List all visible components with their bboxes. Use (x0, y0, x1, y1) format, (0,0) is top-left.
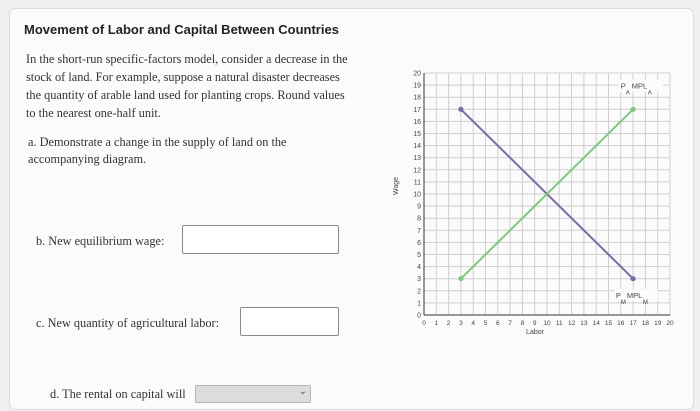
chart-series (458, 80, 663, 306)
x-tick-label: 19 (654, 320, 662, 327)
x-tick-label: 5 (483, 320, 488, 327)
x-tick-label: 14 (592, 320, 600, 327)
curve-label-mplm-p: P (615, 291, 621, 301)
y-tick-label: 14 (413, 143, 421, 151)
x-tick-label: 8 (520, 320, 525, 327)
chevron-down-icon: ⌄ (298, 386, 307, 397)
y-tick-label: 19 (413, 82, 421, 90)
x-tick-label: 7 (508, 320, 512, 327)
y-tick-label: 11 (413, 179, 421, 187)
x-tick-label: 6 (495, 320, 500, 327)
y-tick-label: 4 (417, 264, 421, 272)
chart-container (380, 60, 690, 350)
y-tick-label: 6 (417, 239, 421, 247)
x-tick-label: 10 (543, 320, 551, 327)
x-tick-label: 13 (580, 320, 588, 327)
x-axis-label: Labor (526, 329, 544, 336)
rental-dropdown[interactable] (195, 385, 311, 403)
curve-label-mpla (619, 80, 663, 97)
x-tick-label: 11 (555, 320, 563, 327)
y-tick-label: 7 (417, 227, 421, 235)
x-tick-label: 20 (666, 320, 674, 327)
series-point (631, 107, 636, 112)
series-point (458, 276, 463, 281)
x-tick-label: 18 (641, 320, 650, 327)
curve-label-mplm-mpl-sub: M (642, 300, 648, 307)
series-point (458, 107, 463, 112)
curve-label-mplm-p-sub: M (620, 300, 626, 307)
x-tick-label: 3 (459, 320, 463, 327)
question-d-label: d. The rental on capital will (50, 387, 186, 401)
curve-label-mpla-p-sub: A (625, 90, 630, 97)
y-tick-label: 10 (413, 191, 421, 199)
x-tick-label: 12 (567, 320, 576, 327)
y-tick-label: 2 (417, 288, 421, 296)
y-tick-label: 5 (417, 252, 421, 259)
y-tick-label: 13 (413, 155, 421, 163)
y-tick-label: 15 (413, 131, 421, 138)
x-tick-label: 0 (422, 320, 426, 327)
wage-answer-input[interactable] (182, 225, 339, 254)
problem-intro: In the short-run specific-factors model, consider a decrease in the stock of land. For example, suppose a natural disaster decreases the quantity of arable land used for planting crops. Round values to the nearest one-half unit. (26, 52, 348, 120)
y-tick-label: 0 (417, 312, 421, 320)
x-tick-label: 1 (434, 320, 439, 327)
curve-label-mpla-p: P (620, 81, 626, 91)
x-tick-label: 2 (446, 320, 451, 327)
series-point (631, 276, 636, 281)
question-a: a. Demonstrate a change in the supply of land on the accompanying diagram. (28, 135, 287, 166)
x-tick-label: 9 (532, 320, 537, 327)
question-b-label: b. New equilibrium wage: (36, 234, 165, 248)
curve-label-mpla-mpl: MPL (631, 81, 648, 91)
y-axis-label: Wage (393, 176, 400, 196)
y-tick-label: 16 (413, 118, 421, 126)
y-tick-label: 17 (413, 106, 421, 114)
x-tick-label: 17 (629, 320, 637, 327)
y-tick-label: 1 (417, 300, 421, 308)
y-tick-label: 20 (413, 70, 421, 78)
y-tick-label: 12 (413, 167, 421, 175)
curve-label-mpla-mpl-sub: A (647, 90, 652, 97)
question-c-label: c. New quantity of agricultural labor: (36, 316, 220, 330)
labor-answer-input[interactable] (240, 307, 339, 336)
curve-label-mplm-mpl: MPL (626, 291, 643, 301)
y-tick-label: 8 (417, 215, 421, 223)
x-tick-label: 16 (617, 320, 625, 327)
y-tick-label: 3 (417, 276, 421, 284)
y-tick-label: 9 (417, 203, 421, 211)
x-tick-label: 15 (604, 320, 613, 327)
specific-factors-chart[interactable] (380, 60, 690, 350)
curve-label-mplm (614, 289, 658, 306)
y-tick-label: 18 (413, 94, 421, 102)
page-title: Movement of Labor and Capital Between Countries (24, 22, 339, 37)
x-tick-label: 4 (471, 320, 476, 327)
